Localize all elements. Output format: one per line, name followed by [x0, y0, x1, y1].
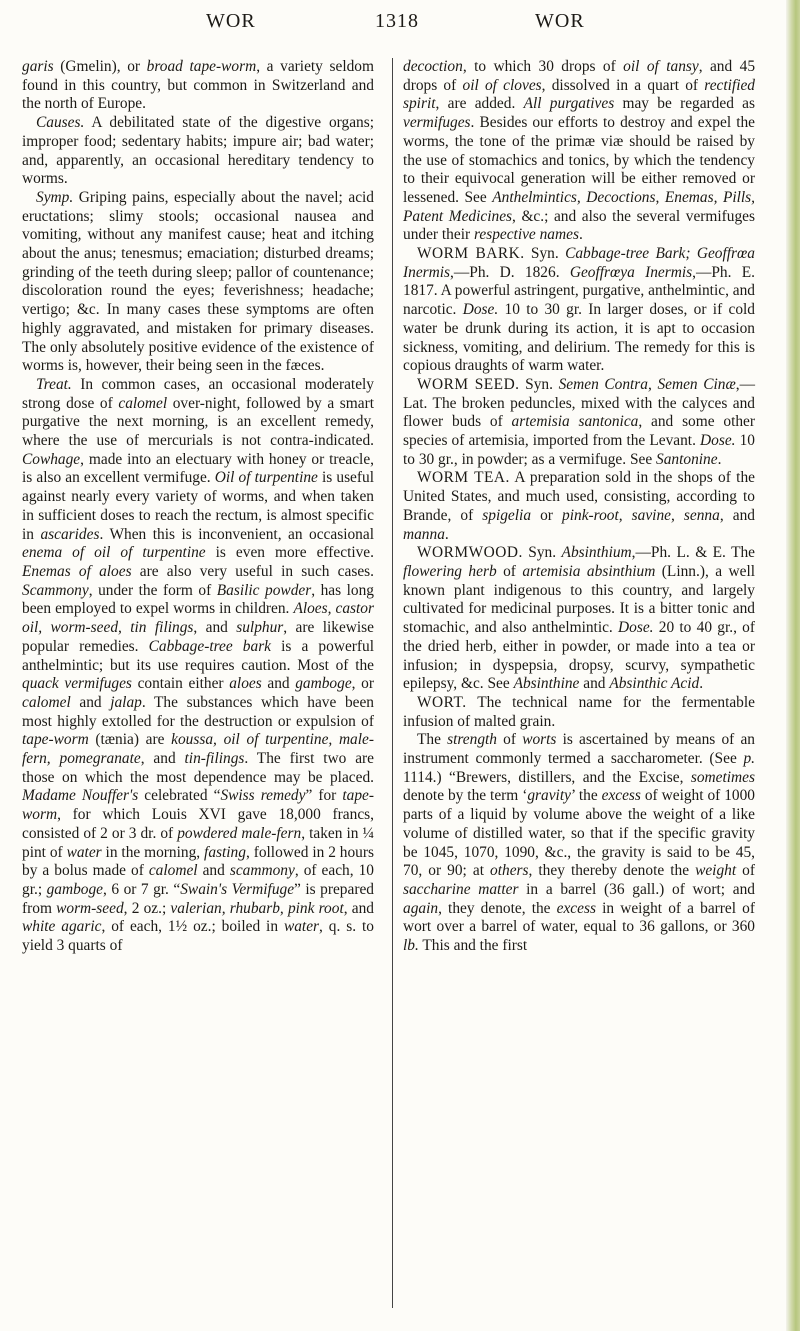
text-run: celebrated “	[138, 787, 221, 805]
text-run: , a variety seldom found in this country, but common in Switzerland and the north of Europe.	[22, 58, 374, 113]
text-run: strength	[447, 731, 497, 749]
text-run: Oil of turpentine	[214, 469, 318, 487]
text-run: decoction	[403, 58, 463, 75]
text-run: A preparation sold in the shops of the United States, and much used, consisting, according to Brande, of	[403, 469, 755, 524]
text-run: calomel	[22, 693, 71, 711]
text-run: , of each, 10 gr.;	[22, 862, 374, 898]
text-run: Dose.	[700, 432, 736, 450]
paragraph	[22, 189, 374, 376]
text-run: water	[66, 843, 102, 861]
text-run: , to which 30 drops of	[462, 58, 624, 75]
text-run: Anthelmintics, Decoctions, Enemas, Pills, Patent Medicines	[403, 188, 756, 225]
text-run: .	[444, 525, 449, 543]
text-run: respective names	[473, 226, 579, 244]
text-run: Griping pains, especially about the navel; acid eructations; slimy stools; occasional nausea and vomiting, without any manifest cause; heat and itching about the anus; tenesmus; emaciation; disturbed dreams; grinding of the teeth during sleep; pallor of countenance; discoloration round the eyes; feverishness; headache; vertigo; &c. In many cases these symptoms are often highly aggravated, and mistaken for primary diseases. The only absolutely positive evidence of the existence of worms is, however, their being seen in the fæces.	[22, 188, 374, 375]
text-run: Cabbage-tree bark	[148, 637, 272, 655]
text-run: sometimes	[690, 768, 755, 786]
text-run: Syn.	[524, 245, 566, 263]
text-run: ,—Ph. E. 1817. A powerful astringent, purgative, anthelmintic, and narcotic.	[403, 263, 756, 319]
text-run: tape-worm	[22, 787, 374, 824]
text-run: (tænia) are	[88, 731, 172, 749]
text-run: is a powerful anthelmintic; but its use requires caution. Most of the	[22, 637, 374, 674]
text-run: is even more effective.	[205, 544, 374, 562]
text-run: artemisia absinthium	[522, 562, 656, 580]
text-run: are also very useful in such cases.	[131, 562, 374, 580]
paragraph	[403, 694, 755, 731]
text-run: calomel	[118, 394, 168, 412]
text-run: saccharine matter	[403, 880, 519, 898]
text-run: , has long been employed to expel worms in children.	[22, 581, 375, 618]
text-run: oil of cloves	[462, 76, 542, 94]
paragraph	[403, 58, 755, 245]
text-run: Absinthic Acid	[609, 675, 700, 693]
text-run: in the morning,	[101, 843, 205, 861]
text-run: or	[531, 506, 563, 524]
text-run: enema of oil of turpentine	[22, 544, 206, 562]
header-left-word: WOR	[206, 10, 256, 32]
text-run: 20 to 40 gr., of the dried herb, either in powder, or made into a tea or infusion; in dyspepsia, dropsy, scurvy, sympathetic epilepsy, &c. See	[403, 619, 755, 693]
text-run: aloes	[229, 675, 262, 693]
text-run: sulphur	[236, 619, 284, 637]
text-run: contain either	[131, 675, 230, 693]
entry-headword: WORMWOOD.	[417, 544, 523, 562]
text-run: may be regarded as	[614, 95, 755, 113]
text-run: , under the form of	[88, 581, 217, 599]
text-run: Swiss remedy	[220, 787, 306, 805]
text-run: , and	[343, 899, 374, 917]
text-run: . The first two are those on which the most dependence may be placed.	[22, 750, 374, 786]
text-run: . The substances which have been most highly extolled for the destruction or expulsion of	[22, 693, 374, 730]
text-run: spigelia	[482, 506, 532, 524]
right-column	[403, 58, 755, 956]
text-run: Syn.	[519, 375, 559, 393]
header-right-word: WOR	[535, 10, 585, 32]
text-run: Aloes, castor oil, worm-seed, tin filings	[22, 600, 374, 637]
text-run: The	[417, 731, 448, 749]
text-run: weight	[695, 862, 737, 880]
text-run: 10 to 30 gr. In larger doses, or if cold water be drunk during its action, it is apt to occasion sickness, vomiting, and delirium. The remedy for this is copious draughts of warm water.	[403, 301, 755, 375]
text-run: , of each, 1½ oz.; boiled in	[101, 918, 284, 936]
text-run: Madame Nouffer's	[22, 787, 139, 805]
text-run: koussa, oil of turpentine, male-fern, pomegranate	[22, 731, 374, 768]
text-run: of weight of 1000 parts of a liquid by volume above the weight of a like volume of distilled water, so that if the specific gravity be 1045, 1070, 1090, &c., the gravity is said to be 45, 70, or 90; at	[403, 787, 756, 880]
text-run: , are added.	[435, 95, 524, 113]
entry-headword: WORT.	[417, 693, 467, 711]
text-run: , 6 or 7 gr. “	[103, 880, 181, 898]
text-run: gamboge	[295, 675, 352, 693]
paragraph	[403, 544, 755, 694]
text-run: ” is prepared from	[22, 880, 374, 917]
text-run: quack vermifuges	[22, 675, 132, 693]
text-run: This and the first	[418, 937, 528, 955]
text-run: .	[699, 675, 704, 693]
text-run: , taken in ¼ pint of	[22, 824, 374, 861]
text-run: , dissolved in a quart of	[541, 76, 705, 94]
paragraph	[403, 245, 755, 376]
text-run: . Besides our efforts to destroy and expel the worms, the tone of the primæ viæ should be raised by the use of stomachics and tonics, by which the tendency to their equivocal generation will be either removed or lessened. See	[403, 114, 755, 206]
column-divider	[392, 58, 393, 1308]
text-run: lb.	[403, 937, 419, 955]
entry-headword: WORM TEA.	[417, 469, 510, 487]
text-run: , and	[140, 750, 185, 768]
text-run: , and 45 drops of	[403, 58, 756, 94]
text-run: ,—Ph. L. & E. The	[631, 544, 755, 562]
text-run: 10 to 30 gr., in powder; as a vermifuge. See	[403, 432, 755, 468]
text-run: broad tape-worm	[146, 58, 257, 75]
text-run: (Gmelin), or	[53, 58, 147, 75]
text-run: . When this is inconvenient, an occasional	[99, 525, 374, 543]
text-run: tape-worm	[22, 731, 89, 749]
text-run: Scammony	[22, 581, 89, 599]
text-run: excess	[601, 787, 641, 805]
text-run: .	[578, 226, 583, 244]
text-run: , they denote, the	[438, 899, 557, 917]
text-run: gamboge	[46, 880, 104, 898]
text-run: others	[490, 862, 529, 880]
text-run: In common cases, an occasional moderately strong dose of	[22, 375, 374, 412]
text-run: A debilitated state of the digestive organs; improper food; sedentary habits; impure air; bad water; and, apparently, an occasional hereditary tendency to worms.	[22, 114, 374, 188]
text-run: in a barrel (36 gall.) of wort; and	[518, 880, 755, 898]
text-run: , they thereby denote the	[528, 862, 696, 880]
text-run: denote by the term ‘	[403, 787, 528, 805]
text-run: white agaric	[22, 918, 102, 936]
entry-headword: WORM BARK.	[417, 245, 525, 263]
text-run: is ascertained by means of an instrument commonly termed a saccharometer. (See	[403, 731, 755, 768]
text-run: , for which Louis XVI gave 18,000 francs, consisted of 2 or 3 dr. of	[22, 806, 374, 842]
text-run: Geoffrœya Inermis	[569, 263, 693, 281]
text-run: Enemas of aloes	[22, 562, 132, 580]
text-run: Absinthium	[561, 544, 632, 562]
page-number: 1318	[375, 10, 419, 32]
text-run: ,—Ph. D. 1826.	[450, 263, 570, 281]
text-run: flowering herb	[403, 562, 497, 580]
text-run: Symp.	[36, 188, 74, 206]
text-run: powdered male-fern	[177, 824, 302, 842]
text-run: , are likewise popular remedies.	[22, 619, 375, 655]
paragraph	[22, 58, 374, 114]
text-run: water	[283, 918, 320, 936]
text-run: .	[717, 450, 722, 468]
text-run: p.	[743, 750, 755, 768]
text-run: , and	[193, 619, 237, 637]
paragraph	[403, 376, 755, 470]
paragraph	[22, 376, 374, 956]
text-run: over-night, followed by a smart purgative the next morning, is an excellent remedy, where the use of mercurials is not contra-indicated.	[22, 394, 374, 450]
text-run: , made into an electuary with honey or treacle, is also an excellent vermifuge.	[22, 450, 374, 487]
text-run: , &c.; and also the several vermifuges under their	[403, 207, 755, 244]
text-run: scammony	[229, 862, 295, 880]
text-run: Santonine	[656, 450, 718, 468]
text-run: fasting	[204, 843, 246, 861]
text-run: oil of tansy	[623, 58, 699, 75]
text-run: of	[497, 731, 523, 749]
text-run: tin-filings	[184, 750, 245, 768]
text-run: valerian, rhubarb, pink root	[170, 899, 344, 917]
text-run: of	[736, 862, 755, 880]
paragraph	[22, 114, 374, 189]
entry-headword: WORM SEED.	[417, 375, 520, 393]
text-run: 1114.) “Brewers, distillers, and the Excise,	[403, 768, 691, 786]
text-run: Swain's Vermifuge	[180, 880, 295, 898]
text-run: , 2 oz.;	[123, 899, 171, 917]
text-run: Syn.	[522, 544, 562, 562]
text-run: Cowhage	[22, 450, 81, 468]
text-run: Absinthine	[513, 675, 580, 693]
text-run: of	[496, 562, 523, 580]
text-run: ’ the	[570, 787, 602, 805]
text-run: and	[261, 675, 296, 693]
text-run: worm-seed	[56, 899, 124, 917]
text-run: jalap	[110, 693, 142, 711]
text-run: vermifuges	[403, 114, 471, 132]
paragraph	[403, 469, 755, 544]
text-run: excess	[556, 899, 596, 917]
text-run: is useful against nearly every variety of worms, and when taken in sufficient doses to reach the rectum, is almost specific in	[22, 469, 374, 543]
text-run: manna	[403, 525, 445, 543]
left-column	[22, 58, 374, 956]
text-run: , followed in 2 hours by a bolus made of	[22, 843, 374, 880]
text-run: ascarides	[40, 525, 100, 543]
text-run: gravity	[527, 787, 571, 805]
text-run: , and some other species of artemisia, imported from the Levant.	[403, 413, 756, 450]
text-run: ” for	[305, 787, 343, 805]
text-run: Treat.	[36, 375, 72, 393]
text-run: Cabbage-tree Bark; Geoffrœa Inermis	[403, 245, 756, 281]
paragraph	[403, 731, 755, 955]
text-run: Dose.	[462, 301, 499, 319]
text-run: again	[403, 899, 439, 917]
running-header	[0, 10, 800, 38]
text-run: artemisia santonica	[511, 413, 639, 431]
text-run: in weight of a barrel of wort over a barrel of water, equal to 36 gallons, or 360	[403, 899, 755, 936]
page-edge-binding	[786, 0, 800, 1331]
text-run: ,—Lat. The broken peduncles, mixed with the calyces and flower buds of	[403, 375, 756, 431]
text-run: and	[579, 675, 610, 693]
text-run: , and	[719, 506, 755, 524]
text-run: pink-root, savine, senna	[562, 506, 720, 524]
text-run: , q. s. to yield 3 quarts of	[22, 918, 375, 955]
text-run: rectified spirit	[403, 76, 755, 113]
text-run: and	[197, 862, 230, 880]
text-run: , or	[351, 675, 374, 693]
text-run: worts	[522, 731, 557, 749]
text-run: Semen Contra, Semen Cinæ	[558, 375, 736, 393]
text-run: Causes.	[36, 114, 85, 132]
text-run: Basilic powder	[216, 581, 312, 599]
text-run: The technical name for the fermentable infusion of malted grain.	[403, 693, 755, 730]
text-run: garis	[22, 58, 54, 75]
text-run: calomel	[148, 862, 198, 880]
text-run: and	[70, 693, 111, 711]
text-run: All purgatives	[523, 95, 615, 113]
text-run: (Linn.), a well known plant indigenous to this country, and largely cultivated for medicinal purposes. It is a bitter tonic and stomachic, and also anthelmintic.	[403, 562, 756, 637]
text-run: Dose.	[618, 619, 654, 637]
